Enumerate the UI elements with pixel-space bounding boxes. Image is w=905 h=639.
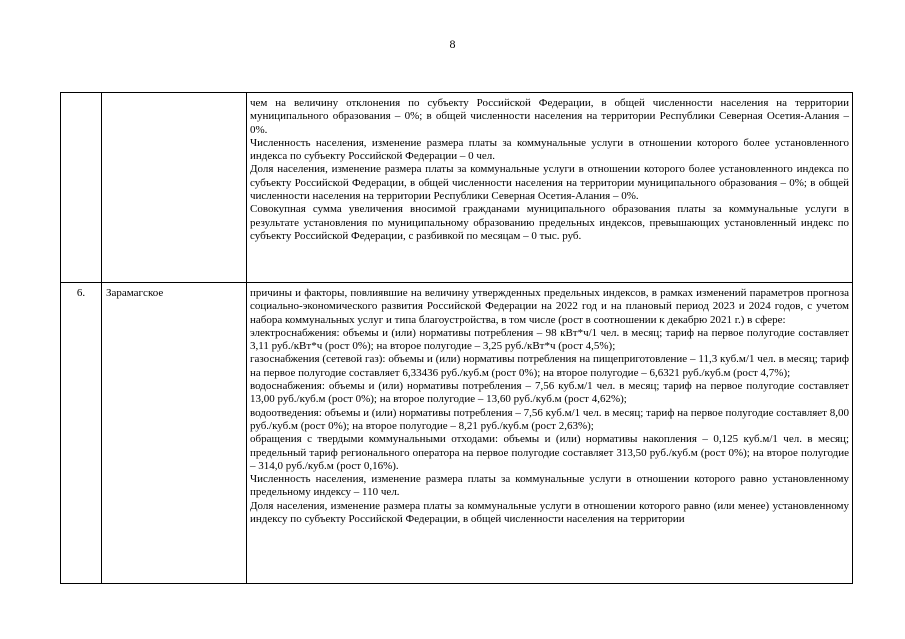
- paragraph: обращения с твердыми коммунальными отходами: объемы и (или) нормативы накопления – 0,125 куб.м/1 чел. в месяц; предельный тариф регионального оператора на первое полугодие составляет 313,50 руб./куб.м (рост 0%); на второе полугодие – 314,0 руб./куб.м (рост 0,16%).: [250, 433, 849, 472]
- paragraph: Совокупная сумма увеличения вносимой гражданами муниципального образования платы за коммунальные услуги в результате установления по муниципальному образованию предельных индексов, превышающих установленный индекс по субъекту Российской Федерации, с разбивкой по месяцам – 0 тыс. руб.: [250, 203, 849, 242]
- page-number: 8: [449, 37, 456, 51]
- row-name-cell: [102, 93, 247, 283]
- row-name-cell: [102, 283, 247, 584]
- paragraph: водоотведения: объемы и (или) нормативы потребления – 7,56 куб.м/1 чел. в месяц; тариф на первое полугодие составляет 8,00 руб./куб.м (рост 0%); на второе полугодие – 8,21 руб./куб.м (рост 2,63%);: [250, 406, 849, 432]
- municipality-name: Зарамагское: [106, 287, 164, 299]
- table-row: [61, 283, 853, 584]
- document-table: [60, 92, 853, 584]
- row-number: 6.: [76, 287, 86, 299]
- paragraph: Доля населения, изменение размера платы за коммунальные услуги в отношении которого равно (или менее) установленному индексу по субъекту Российской Федерации, в общей численности населения на территории: [250, 499, 849, 526]
- paragraph: Численность населения, изменение размера платы за коммунальные услуги в отношении которого более установленного индекса по субъекту Российской Федерации – 0 чел.: [250, 136, 849, 163]
- paragraph: электроснабжения: объемы и (или) нормативы потребления – 98 кВт*ч/1 чел. в месяц; тариф на первое полугодие составляет 3,11 руб./кВт*ч (рост 0%); на второе полугодие – 3,25 руб./кВт*ч (рост 4,5%);: [250, 326, 849, 353]
- paragraph: газоснабжения (сетевой газ): объемы и (или) нормативы потребления на пищеприготовление – 11,3 куб.м/1 чел. в месяц; тариф на первое полугодие составляет 6,33436 руб./куб.м (рост 0%); на второе полугодие – 6,6321 руб./куб.м (рост 4,7%);: [250, 353, 849, 379]
- paragraph: чем на величину отклонения по субъекту Российской Федерации, в общей численности населения на территории муниципального образования – 0%; в общей численности населения на территории Республики Северная Осетия-Алания – 0%.: [250, 97, 849, 136]
- paragraph: водоснабжения: объемы и (или) нормативы потребления – 7,56 куб.м/1 чел. в месяц; тариф на первое полугодие составляет 13,00 руб./куб.м (рост 0%); на второе полугодие – 13,60 руб./куб.м (рост 4,62%);: [250, 380, 849, 406]
- paragraph: причины и факторы, повлиявшие на величину утвержденных предельных индексов, в рамках изменений параметров прогноза социально-экономического развития Российской Федерации на 2022 год и на плановый период 2023 и 2024 годов, с учетом набора коммунальных услуг и типа благоустройства, в том числе (рост в соотношении к декабрю 2021 г.) в сфере:: [250, 287, 849, 326]
- row-number-cell: [61, 283, 102, 584]
- table-row: [61, 93, 853, 283]
- row-text-cell: [247, 93, 853, 283]
- paragraph: Доля населения, изменение размера платы за коммунальные услуги в отношении которого более установленного индекса по субъекту Российской Федерации, в общей численности населения на территории муниципального образования – 0%; в общей численности населения на территории Республики Северная Осетия-Алания – 0%.: [250, 163, 849, 203]
- row-number-cell: [61, 93, 102, 283]
- paragraph: Численность населения, изменение размера платы за коммунальные услуги в отношении которого равно установленному предельному индексу – 110 чел.: [250, 473, 849, 499]
- row-text-cell: [247, 283, 853, 584]
